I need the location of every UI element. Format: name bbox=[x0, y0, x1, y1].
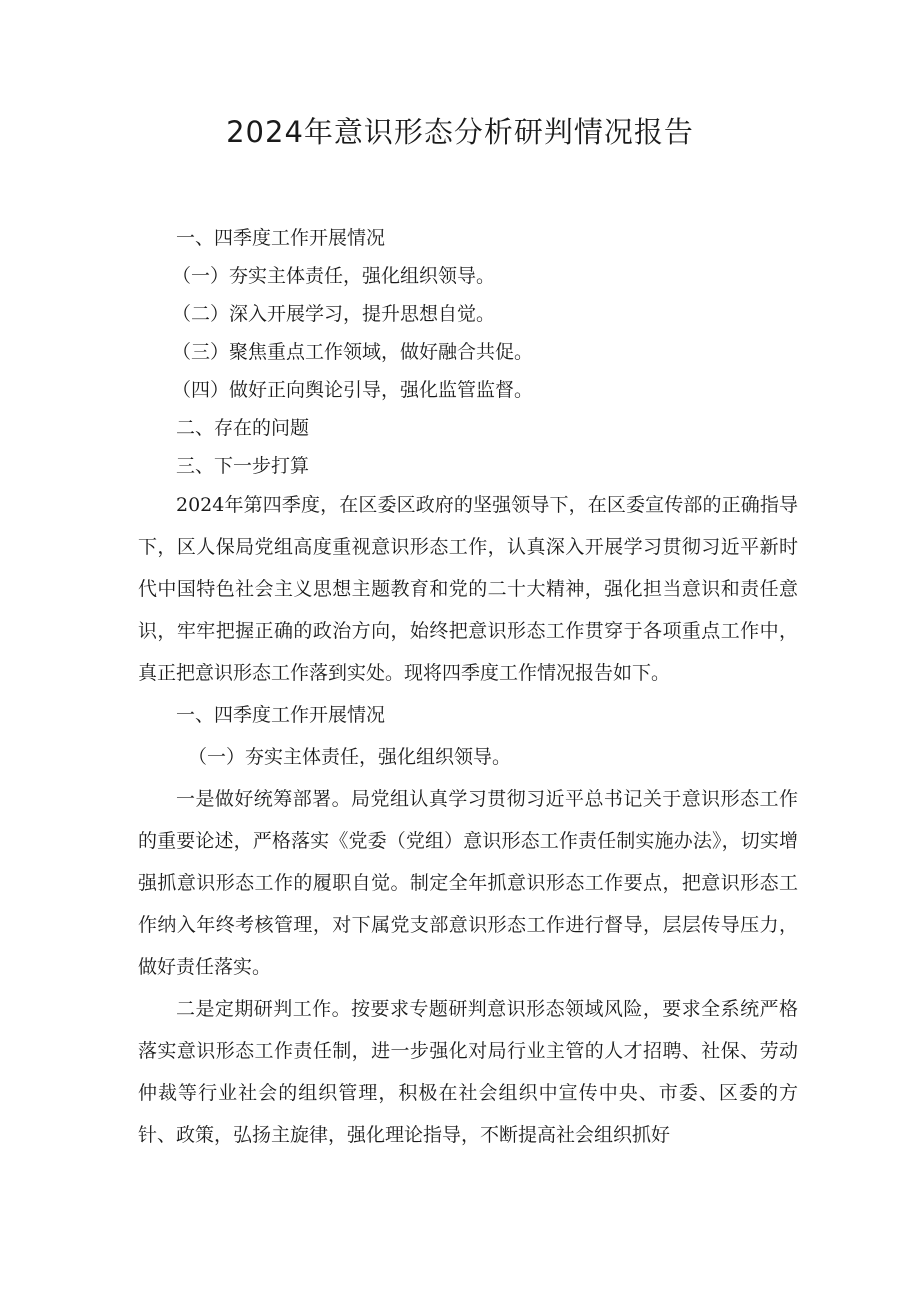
outline-list bbox=[172, 219, 816, 485]
intro-paragraph: 2024年第四季度，在区委区政府的坚强领导下，在区委宣传部的正确指导下，区人保局党组高度重视意识形态工作，认真深入开展学习贯彻习近平新时代中国特色社会主义思想主题教育和党的二十大精神，强化担当意识和责任意识，牢牢把握正确的政治方向，始终把意识形态工作贯穿于各项重点工作中，真正把意识形态工作落到实处。现将四季度工作情况报告如下。 bbox=[138, 494, 798, 684]
document-title: 2024年意识形态分析研判情况报告 bbox=[226, 115, 694, 149]
outline-item: （四）做好正向舆论引导，强化监管监督。 bbox=[172, 379, 534, 401]
outline-item: （三）聚焦重点工作领域，做好融合共促。 bbox=[172, 341, 534, 363]
outline-item: 一、四季度工作开展情况 bbox=[176, 227, 386, 249]
outline-item: 三、下一步打算 bbox=[176, 455, 310, 477]
body-paragraph: 一是做好统筹部署。局党组认真学习贯彻习近平总书记关于意识形态工作的重要论述，严格落实《党委（党组）意识形态工作责任制实施办法》，切实增强抓意识形态工作的履职自觉。制定全年抓意识形态工作要点，把意识形态工作纳入年终考核管理，对下属党支部意识形态工作进行督导，层层传导压力，做好责任落实。 bbox=[138, 788, 798, 978]
document-body bbox=[138, 484, 798, 1156]
outline-item: （一）夯实主体责任，强化组织领导。 bbox=[172, 265, 496, 287]
subsection-heading: （一）夯实主体责任，强化组织领导。 bbox=[188, 746, 512, 768]
section-heading: 一、四季度工作开展情况 bbox=[176, 704, 386, 726]
outline-item: （二）深入开展学习，提升思想自觉。 bbox=[172, 303, 496, 325]
body-paragraph: 二是定期研判工作。按要求专题研判意识形态领域风险，要求全系统严格落实意识形态工作责任制，进一步强化对局行业主管的人才招聘、社保、劳动仲裁等行业社会的组织管理，积极在社会组织中宣传中央、市委、区委的方针、政策，弘扬主旋律，强化理论指导，不断提高社会组织抓好 bbox=[138, 998, 798, 1146]
outline-item: 二、存在的问题 bbox=[176, 417, 310, 439]
